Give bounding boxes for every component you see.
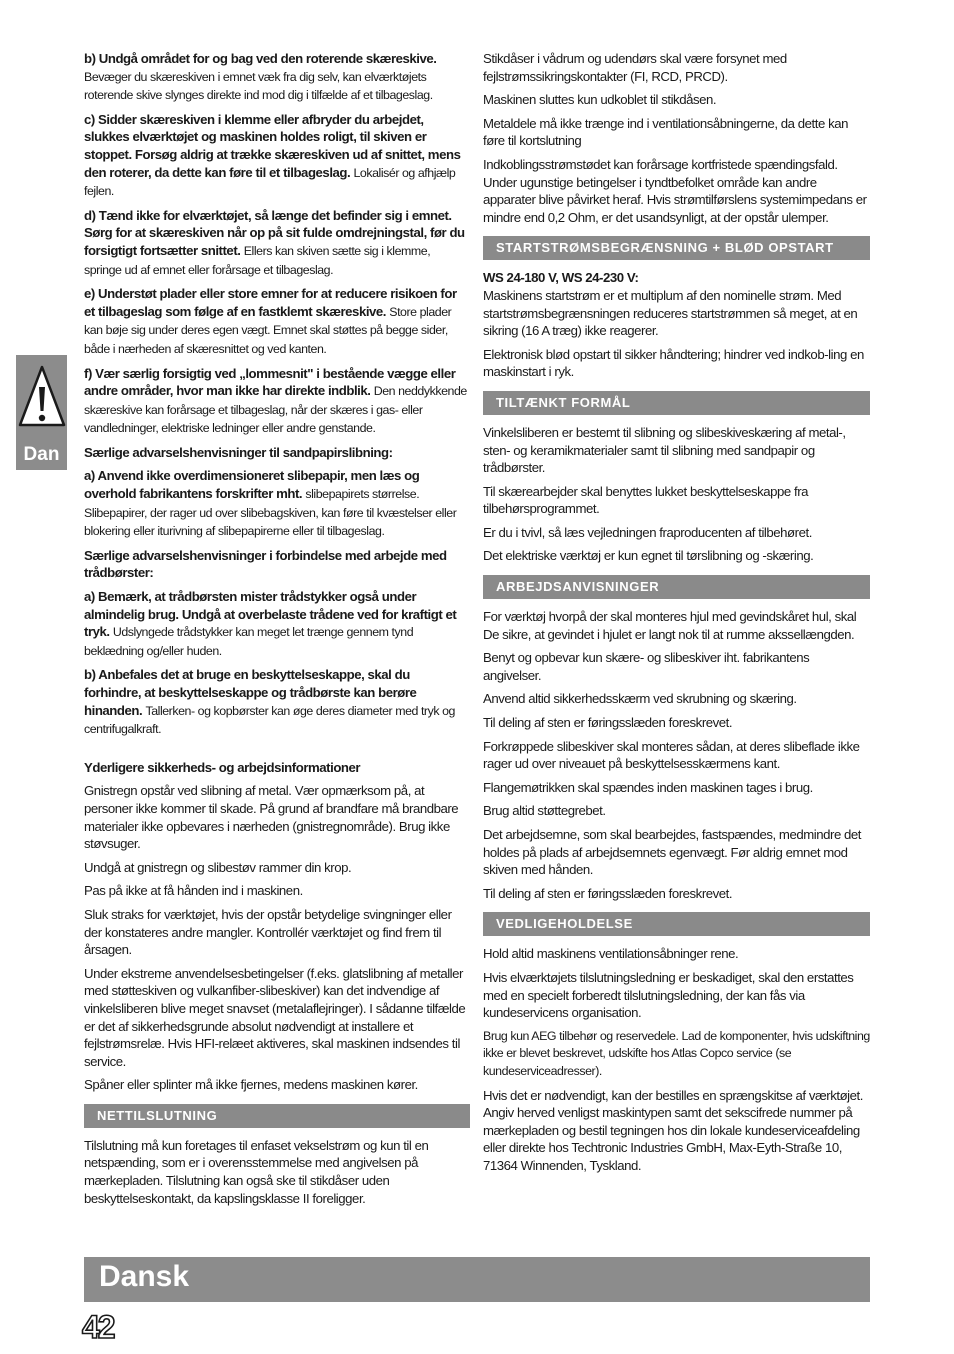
section-heading-nettilslutning: NETTILSLUTNING [84, 1104, 470, 1128]
info-paragraph: Indkoblingsstrømstødet kan forårsage kortfristede spændingsfald. Under ugunstige betingelser i tyndtbefolket område kan andre apparater blive påvirket heraf. Hvis strømtilførslens systemimpedans er mindre end 0,2 Ohm, er det usandsynligt, at der opstår ulemper. [483, 156, 867, 225]
paragraph-b: b) Undgå området for og bag ved den roterende skæreskive. Bevæger du skæreskiven i emnet væk fra dig selv, kan elværktøjets roterende skive slynges direkte ind mod dig i tilfælde af et tilbageslag. [84, 51, 437, 103]
info-paragraph: Forkrøppede slibeskiver skal monteres sådan, at deres slibeflade ikke rager ud over niveauet på beskyttelsesskærmens kant. [483, 738, 860, 772]
wire-brush-a: a) Bemærk, at trådbørsten mister trådstykker også under almindelig brug. Undgå at overbelaste trådene ved for kraftigt et tryk. Udslyngede trådstykker kan meget let trænge gennem tynd beklædning og/eller huden. [84, 589, 457, 658]
info-paragraph: Brug kun AEG tilbehør og reservedele. Lad de komponenter, hvis udskiftning ikke er blevet beskrevet, udskifte hos Atlas Copco service (se kundeserviceadresser). [483, 1028, 870, 1078]
info-paragraph: Vinkelsliberen er bestemt til slibning og slibeskiveskæring af metal-, sten- og keramikmaterialer samt til slibning med sandpapir og trådbørster. [483, 424, 846, 476]
info-paragraph: Metaldele må ikke trænge ind i ventilationsåbningerne, da dette kan føre til kortslutning [483, 115, 848, 149]
info-paragraph: Maskinen sluttes kun udkoblet til stikdåsen. [483, 92, 717, 108]
section-heading-intended-use: TILTÆNKT FORMÅL [483, 391, 870, 415]
info-paragraph: Det elektriske værktøj er kun egnet til tørslibning og -skæring. [483, 548, 814, 564]
model-line: WS 24-180 V, WS 24-230 V: [483, 270, 639, 286]
section-heading-startstrom: STARTSTRØMSBEGRÆNSNING + BLØD OPSTART [483, 236, 870, 260]
language-tab [16, 355, 67, 470]
info-paragraph: Undgå at gnistregn og slibestøv rammer din krop. [84, 859, 352, 875]
warning-triangle-icon [17, 363, 67, 431]
info-paragraph: Sluk straks for værktøjet, hvis der opstår betydelige svingninger eller der konstateres andre mangler. Kontrollér værktøjet og find frem til årsagen. [84, 906, 452, 958]
info-paragraph: Spåner eller splinter må ikke fjernes, medens maskinen kører. [84, 1077, 418, 1093]
info-paragraph: Brug altid støttegrebet. [483, 803, 606, 819]
info-paragraph: For værktøj hvorpå der skal monteres hjul med gevindskåret hul, skal De sikre, at gevindet i hjulet er langt nok til at rumme akssellængden. [483, 609, 857, 642]
info-paragraph: Anvend altid sikkerhedsskærm ved skrubning og skæring. [483, 691, 797, 707]
info-paragraph: Hvis det er nødvendigt, kan der bestilles en sprængskitse af værktøjet. Angiv herved venligst maskintypen samt det sekscifrede nummer på mærkepladen og bestil tegningen hos din lokale kundeserviceafdeling eller direkte hos Techtronic Industries GmbH, Max-Eyth-Straße 10, 71364 Winnenden, Tyskland. [483, 1087, 863, 1173]
left-column [84, 50, 470, 1213]
page-number: 42 [82, 1309, 114, 1345]
sanding-heading: Særlige advarselshenvisninger til sandpapirslibning: [84, 444, 393, 460]
info-paragraph: Pas på ikke at få hånden ind i maskinen. [84, 883, 303, 899]
wire-brush-b: b) Anbefales det at bruge en beskyttelseskappe, skal du forhindre, at beskyttelseskappe og trådbørste kan berøre hinanden. Tallerken- og kopbørster kan øge deres diameter med tryk og centrifugalkraft. [84, 667, 455, 737]
info-paragraph: Er du i tvivl, så læs vejledningen fraproducenten af tilbehøret. [483, 524, 812, 540]
additional-safety-heading: Yderligere sikkerheds- og arbejdsinformationer [84, 759, 361, 775]
info-paragraph: Maskinens startstrøm er et multiplum af den nominelle strøm. Med startstrømsbegrænsningen reduceres startstrømmen så meget, at en sikring (16 A træg) ikke reagerer. [483, 287, 858, 339]
section-heading-work-instructions: ARBEJDSANVISNINGER [483, 575, 870, 599]
info-paragraph: Stikdåser i vådrum og udendørs skal være forsynet med fejlstrømssikringskontakter (FI, RCD, PRCD). [483, 51, 787, 84]
info-paragraph: Elektronisk blød opstart til sikker håndtering; hindrer ved indkob-ling en maskinstart i ryk. [483, 346, 864, 380]
info-paragraph: Hvis elværktøjets tilslutningsledning er beskadiget, skal den erstattes med en specielt forberedt tilslutningsledning, der kan fås via kundeservicens organisation. [483, 969, 854, 1021]
info-paragraph: Benyt og opbevar kun skære- og slibeskiver iht. fabrikantens angivelser. [483, 650, 810, 683]
section-heading-maintenance: VEDLIGEHOLDELSE [483, 912, 870, 936]
language-footer-bar [84, 1257, 870, 1302]
sanding-a: a) Anvend ikke overdimensioneret slibepapir, men læs og overhold fabrikantens forskrifter mht. slibepapirets størrelse. Slibepapirer, der rager ud over slibebagskiven, kan føre til kvæstelser eller blokering eller iturivning af slibepapirerne eller til tilbageslag. [84, 468, 457, 539]
language-tab-label: Dan [23, 444, 60, 465]
paragraph-c: c) Sidder skæreskiven i klemme eller afbryder du arbejdet, slukkes elværktøjet og maskinen holdes roligt, til skiven er stoppet. Forsøg aldrig at trække skæreskiven ud af snittet, mens den roterer, da dette kan føre til et tilbageslag. Lokalisér og afhjælp fejlen. [84, 111, 461, 199]
footer-language-title: Dansk [99, 1260, 190, 1293]
wire-brush-heading: Særlige advarselshenvisninger i forbindelse med arbejde med trådbørster: [84, 547, 447, 581]
paragraph-d: d) Tænd ikke for elværktøjet, så længe det befinder sig i emnet. Sørg for at skæreskiven når op på sit fulde omdrejningstal, før du forsigtigt fortsætter snittet. Ellers kan skiven sætte sig i klemme, springe ud af emnet eller forårsage et tilbageslag. [84, 207, 465, 277]
info-paragraph: Det arbejdsemne, som skal bearbejdes, fastspændes, medmindre det holdes på plads af arbejdsemnets egenvægt. Før aldrig emnet mod skiven med hånden. [483, 827, 862, 878]
info-paragraph: Tilslutning må kun foretages til enfaset vekselstrøm og kun til en netspænding, som er i overensstemmelse med angivelsen på mærkepladen. Tilslutning kan også ske til stikdåser uden beskyttelseskontakt, da kapslingsklasse II foreligger. [84, 1137, 429, 1206]
paragraph-e: e) Understøt plader eller store emner for at reducere risikoen for et tilbageslag som følge af en fastklemt skæreskive. Store plader kan bøje sig under deres egen vægt. Emnet skal støttes på begge sider, både i nærheden af skæresnittet og ved kanten. [84, 286, 457, 356]
info-paragraph: Flangemøtrikken skal spændes inden maskinen tages i brug. [483, 779, 813, 795]
info-paragraph: Til deling af sten er føringsslæden foreskrevet. [483, 885, 733, 901]
info-paragraph: Under ekstreme anvendelsesbetingelser (f.eks. glatslibning af metaller med støtteskiven og vulkanfiber-slibeskiver) kan det indvendige af vinkelsliberen blive meget snavset (metalaflejringer). I sådanne tilfælde er det af sikkerhedsgrunde absolut nødvendigt at installere et fejlstrømsrelæ. Hvis HFI-relæet aktiveres, skal maskinen indsendes til service. [84, 965, 466, 1069]
info-paragraph: Hold altid maskinens ventilationsåbninger rene. [483, 946, 739, 962]
right-column [483, 50, 870, 1181]
info-paragraph: Til skærearbejder skal benyttes lukket beskyttelseskappe fra tilbehørsprogrammet. [483, 483, 809, 517]
paragraph-f: f) Vær særlig forsigtig ved „lommesnit" i bestående vægge eller andre områder, hvor man ikke har direkte indblik. Den neddykkende skæreskive kan forårsage et tilbageslag, når der skæres i gas- eller vandledninger, elektriske ledninger eller andre genstande. [84, 365, 467, 436]
info-paragraph: Gnistregn opstår ved slibning af metal. Vær opmærksom på, at personer ikke kommer til skade. På grund af brandfare må brandbare materialer ikke opbevares i nærheden (gnistregnområde). Brug ikke støvsuger. [84, 783, 459, 852]
info-paragraph: Til deling af sten er føringsslæden foreskrevet. [483, 715, 733, 731]
